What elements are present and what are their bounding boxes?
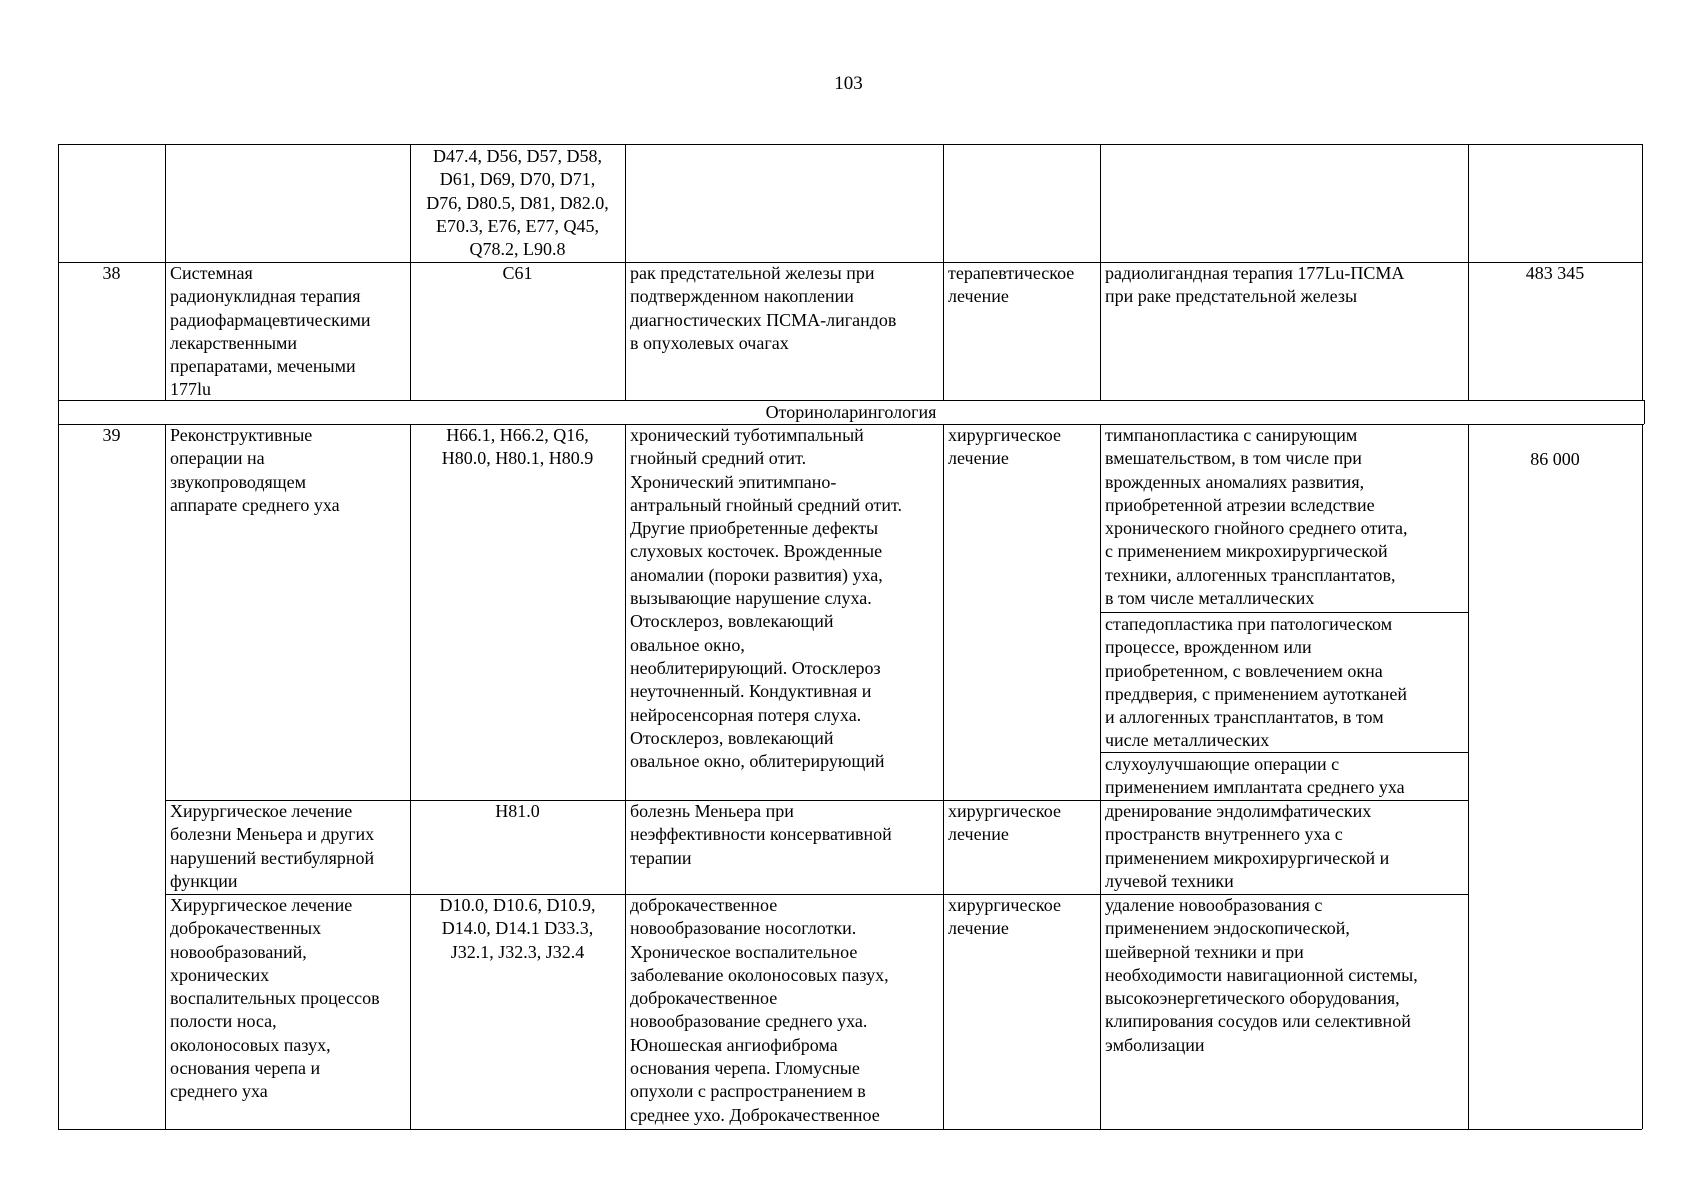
- cell-diagnosis-codes: H81.0: [495, 801, 540, 821]
- cell-patient-model: хронический туботимпальный гнойный средний отит. Хронический эпитимпано- антральный гнойный средний отит. Другие приобретенные дефекты слуховых косточек. Врожденные аномалии (пороки развития) уха, вызывающие нарушение слуха. Отосклероз, вовлекающий овальное окно, необлитерирующий. Отосклероз неуточненный. Кондуктивная и нейросенсорная потеря слуха. Отосклероз, вовлекающий овальное окно, облитерирующий: [630, 425, 902, 772]
- cell-cost: 483 345: [1525, 263, 1585, 283]
- cell-codes-continued: D47.4, D56, D57, D58, D61, D69, D70, D71, D76, D80.5, D81, D82.0, E70.3, E76, E77, Q45, Q78.2, L90.8: [426, 146, 609, 260]
- cell-treatment-type: хирургическое лечение: [948, 425, 1061, 469]
- cell-treatment-method: удаление новообразования с применением эндоскопической, шейверной техники и при необходимости навигационной системы, высокоэнергетического оборудования, клипирования сосудов или селективной эмболизации: [1105, 895, 1418, 1055]
- cell-cost: 86 000: [1530, 449, 1580, 469]
- section-row-right-border: [1644, 400, 1645, 424]
- column-divider: [410, 424, 411, 1129]
- cell-treatment-method: слухоулучшающие операции с применением имплантата среднего уха: [1105, 754, 1405, 798]
- cell-care-type: Хирургическое лечение доброкачественных новообразований, хронических воспалительных процессов полости носа, околоносовых пазух, основания черепа и среднего уха: [170, 895, 380, 1102]
- cell-treatment-method: тимпанопластика с санирующим вмешательством, в том числе при врожденных аномалиях развития, приобретенной атрезии вследствие хронического гнойного среднего отита, с применением микрохирургической техники, аллогенных трансплантатов, в том числе металлических: [1105, 425, 1408, 609]
- table-border-top: [58, 144, 1642, 145]
- table-border-left: [58, 144, 59, 1129]
- cell-diagnosis-codes: H66.1, H66.2, Q16, H80.0, H80.1, H80.9: [441, 425, 594, 469]
- cell-patient-model: рак предстательной железы при подтвержденном накоплении диагностических ПСМА-лигандов в опухолевых очагах: [630, 263, 897, 353]
- cell-care-type: Реконструктивные операции на звукопроводящем аппарате среднего уха: [170, 425, 340, 515]
- cell-row-number: 39: [102, 425, 121, 445]
- cell-treatment-method: радиолигандная терапия 177Lu-ПСМА при раке предстательной железы: [1105, 263, 1405, 307]
- cell-treatment-type: хирургическое лечение: [948, 895, 1061, 939]
- page-number: 103: [834, 73, 863, 94]
- cell-patient-model: доброкачественное новообразование носоглотки. Хроническое воспалительное заболевание околоносовых пазух, доброкачественное новообразование среднего уха. Юношеская ангиофиброма основания черепа. Гломусные опухоли с распространением в среднее ухо. Доброкачественное: [630, 895, 889, 1125]
- cell-diagnosis-codes: C61: [502, 263, 533, 283]
- table-border-bottom: [58, 1129, 1642, 1130]
- column-divider: [943, 424, 944, 1129]
- cell-care-type: Хирургическое лечение болезни Меньера и других нарушений вестибулярной функции: [170, 801, 375, 891]
- table-border-right: [1642, 144, 1643, 400]
- cell-patient-model: болезнь Меньера при неэффективности консервативной терапии: [630, 801, 892, 868]
- column-divider: [1468, 424, 1469, 1129]
- cell-treatment-type: терапевтическое лечение: [948, 263, 1075, 307]
- cell-row-number: 38: [102, 263, 121, 283]
- table-border-right: [1642, 424, 1643, 1129]
- cell-care-type: Системная радионуклидная терапия радиофармацевтическими лекарственными препаратами, мечеными 177lu: [170, 263, 371, 400]
- section-title: Оториноларингология: [765, 402, 937, 422]
- cell-treatment-method: дренирование эндолимфатических пространств внутреннего уха с применением микрохирургической и лучевой техники: [1105, 801, 1390, 891]
- cell-treatment-method: стапедопластика при патологическом процессе, врожденном или приобретенном, с вовлечением окна преддверия, с применением аутотканей и аллогенных трансплантатов, в том числе металлических: [1105, 614, 1407, 751]
- cell-diagnosis-codes: D10.0, D10.6, D10.9, D14.0, D14.1 D33.3, J32.1, J32.3, J32.4: [439, 895, 596, 962]
- medical-care-table: [58, 144, 1642, 1129]
- cell-treatment-type: хирургическое лечение: [948, 801, 1061, 845]
